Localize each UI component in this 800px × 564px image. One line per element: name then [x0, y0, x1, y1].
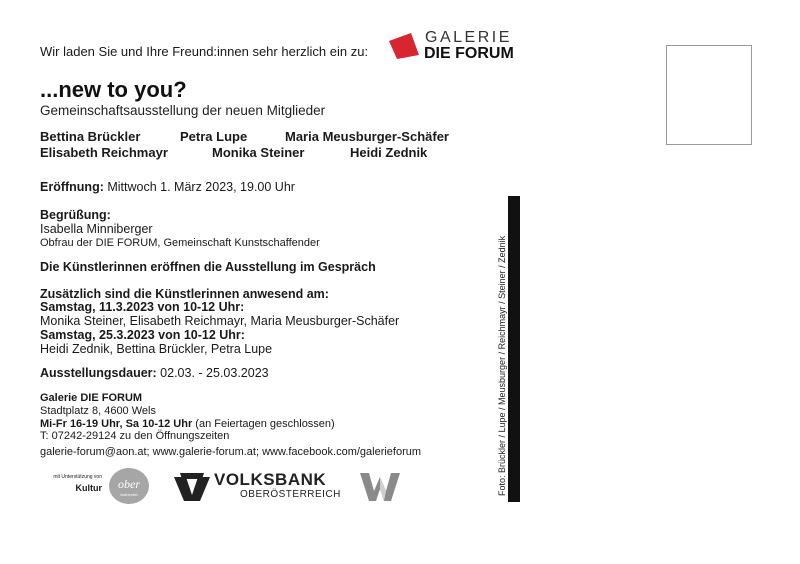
- artist-name: Monika Steiner: [212, 145, 305, 160]
- ober-logo-subtext: österreich: [120, 492, 138, 497]
- gallery-logo-line1: GALERIE: [425, 29, 512, 46]
- gallery-logo-mark: [389, 33, 423, 59]
- welcome-name: Isabella Minniberger: [40, 222, 153, 236]
- presence-date-1: Samstag, 11.3.2023 von 10-12 Uhr:: [40, 300, 245, 314]
- gallery-hours: [40, 418, 335, 430]
- vertical-divider-bar: [508, 196, 520, 502]
- sponsor-kultur-caption: mit Unterstützung von: [53, 474, 102, 480]
- gallery-logo-line2: DIE FORUM: [424, 45, 514, 62]
- duration-value: 02.03. - 25.03.2023: [160, 366, 269, 380]
- artist-name: Elisabeth Reichmayr: [40, 145, 168, 160]
- artist-name: Bettina Brückler: [40, 129, 141, 144]
- presence-names-2: Heidi Zednik, Bettina Brückler, Petra Lupe: [40, 342, 273, 356]
- ober-logo-text: ober: [118, 477, 140, 491]
- photo-credit: Foto: Brückler / Lupe / Meusburger / Reichmayr / Steiner / Zednik: [497, 235, 507, 496]
- duration-label: Ausstellungsdauer:: [40, 366, 157, 380]
- artist-name: Maria Meusburger-Schäfer: [285, 129, 449, 144]
- stamp-placeholder: [666, 45, 752, 145]
- artist-name: Petra Lupe: [180, 129, 248, 144]
- gallery-address: Stadtplatz 8, 4600 Wels: [40, 405, 156, 417]
- wels-logo-icon: [360, 473, 400, 501]
- volksbank-name: VOLKSBANK: [214, 470, 327, 489]
- gallery-phone: T: 07242-29124 zu den Öffnungszeiten: [40, 430, 230, 442]
- welcome-role: Obfrau der DIE FORUM, Gemeinschaft Kunstschaffender: [40, 237, 320, 249]
- exhibition-subtitle: Gemeinschaftsausstellung der neuen Mitglieder: [40, 103, 326, 118]
- volksbank-logo-icon: [174, 473, 210, 501]
- sponsor-kultur-label: Kultur: [75, 483, 102, 493]
- volksbank-region: OBERÖSTERREICH: [240, 489, 341, 500]
- artist-name: Heidi Zednik: [350, 145, 428, 160]
- duration-line: [40, 366, 269, 380]
- talk-text: Die Künstlerinnen eröffnen die Ausstellung im Gespräch: [40, 260, 376, 274]
- invitation-text: Wir laden Sie und Ihre Freund:innen sehr herzlich ein zu:: [40, 44, 369, 59]
- gallery-hours-main: Mi-Fr 16-19 Uhr, Sa 10-12 Uhr: [40, 418, 193, 430]
- presence-date-2: Samstag, 25.3.2023 von 10-12 Uhr:: [40, 328, 245, 342]
- exhibition-title: ...new to you?: [40, 77, 187, 102]
- gallery-hours-note: (an Feiertagen geschlossen): [195, 418, 335, 430]
- opening-line: [40, 180, 295, 194]
- gallery-contact: galerie-forum@aon.at; www.galerie-forum.at; www.facebook.com/galerieforum: [40, 446, 422, 458]
- opening-label: Eröffnung:: [40, 180, 104, 194]
- welcome-label: Begrüßung:: [40, 208, 111, 222]
- opening-value: Mittwoch 1. März 2023, 19.00 Uhr: [107, 180, 295, 194]
- presence-heading: Zusätzlich sind die Künstlerinnen anwesend am:: [40, 287, 329, 301]
- gallery-name: Galerie DIE FORUM: [40, 392, 143, 404]
- presence-names-1: Monika Steiner, Elisabeth Reichmayr, Maria Meusburger-Schäfer: [40, 314, 400, 328]
